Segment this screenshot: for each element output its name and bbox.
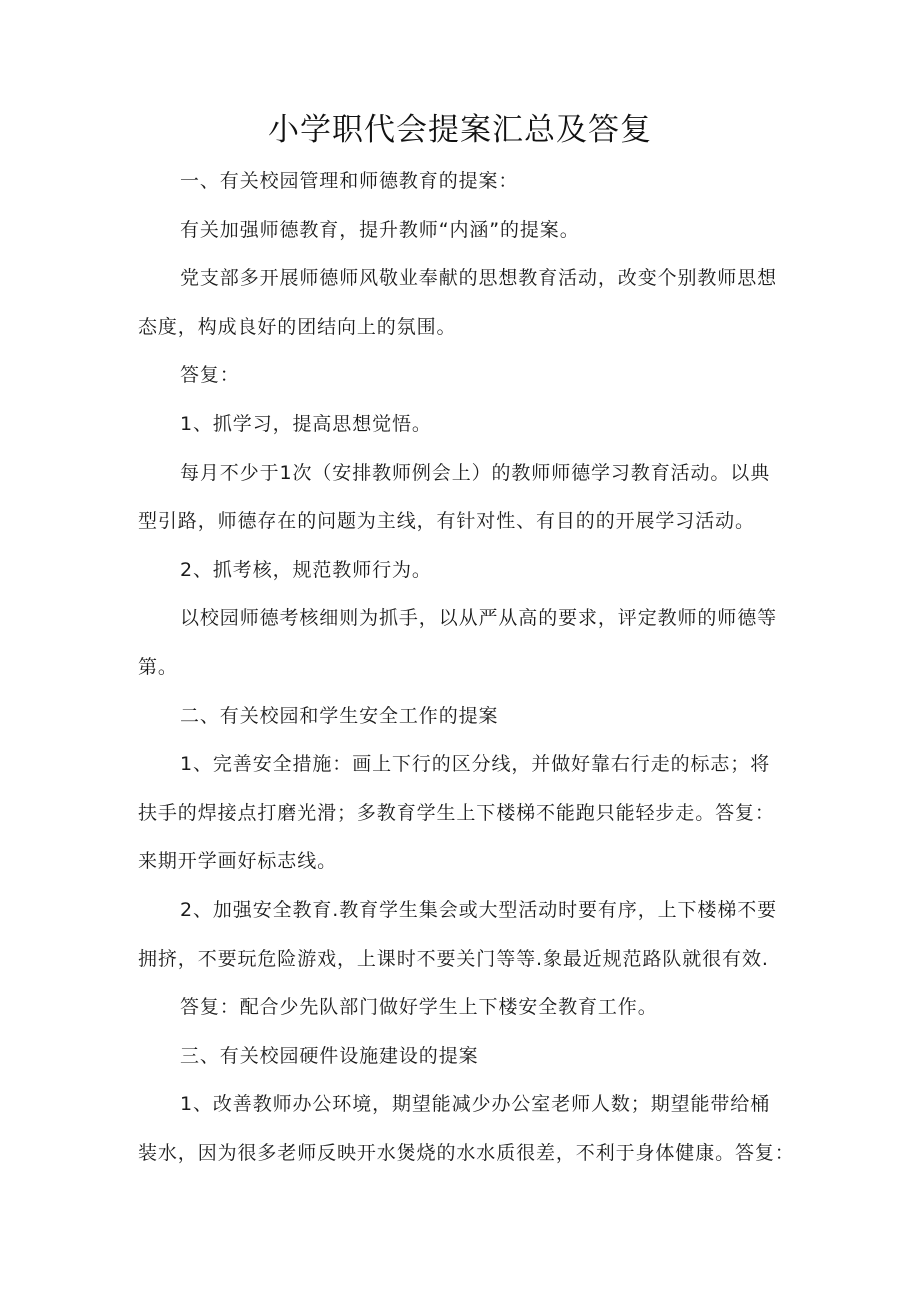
reply-label: 答复： (180, 364, 240, 387)
safety-item-1-line-2: 扶手的焊接点打磨光滑；多教育学生上下楼梯不能跑只能轻步走。答复： (138, 801, 775, 824)
section-heading-1: 一、有关校园管理和师德教育的提案： (180, 170, 519, 192)
document-body (138, 157, 795, 1177)
reply-item-2-text-line-1: 以校园师德考核细则为抓手，以从严从高的要求，评定教师的师德等 (180, 607, 778, 630)
safety-item-2-line-2: 拥挤，不要玩危险游戏，上课时不要关门等等.象最近规范路队就很有效. (138, 947, 769, 970)
safety-item-1-line-1: 1、完善安全措施：画上下行的区分线，并做好靠右行走的标志；将 (180, 753, 771, 776)
reply-item-1-text-line-2: 型引路，师德存在的问题为主线，有针对性、有目的的开展学习活动。 (138, 510, 755, 533)
section-heading-3: 三、有关校园硬件设施建设的提案 (180, 1044, 479, 1067)
reply-item-1-text-line-1: 每月不少于1次（安排教师例会上）的教师师德学习教育活动。以典 (180, 461, 771, 484)
reply-item-1-heading: 1、抓学习，提高思想觉悟。 (180, 412, 432, 435)
proposal-text-1-line-1: 党支部多开展师德师风敬业奉献的思想教育活动，改变个别教师思想 (180, 267, 778, 290)
document-title: 小学职代会提案汇总及答复 (268, 112, 652, 148)
facility-item-1-line-2: 装水，因为很多老师反映开水煲烧的水水质很差，不利于身体健康。答复： (138, 1141, 795, 1164)
proposal-text-1-line-2: 态度，构成良好的团结向上的氛围。 (138, 315, 457, 338)
facility-item-1-line-1: 1、改善教师办公环境，期望能减少办公室老师人数；期望能带给桶 (180, 1093, 771, 1116)
safety-item-2-reply: 答复：配合少先队部门做好学生上下楼安全教育工作。 (180, 996, 658, 1019)
reply-item-2-heading: 2、抓考核，规范教师行为。 (180, 558, 432, 581)
safety-item-1-line-3: 来期开学画好标志线。 (138, 850, 338, 873)
reply-item-2-text-line-2: 第。 (138, 655, 178, 678)
safety-item-2-line-1: 2、加强安全教育.教育学生集会或大型活动时要有序，上下楼梯不要 (180, 898, 778, 921)
section-heading-2: 二、有关校园和学生安全工作的提案 (180, 704, 499, 727)
proposal-title-1: 有关加强师德教育，提升教师“内涵”的提案。 (180, 218, 580, 241)
